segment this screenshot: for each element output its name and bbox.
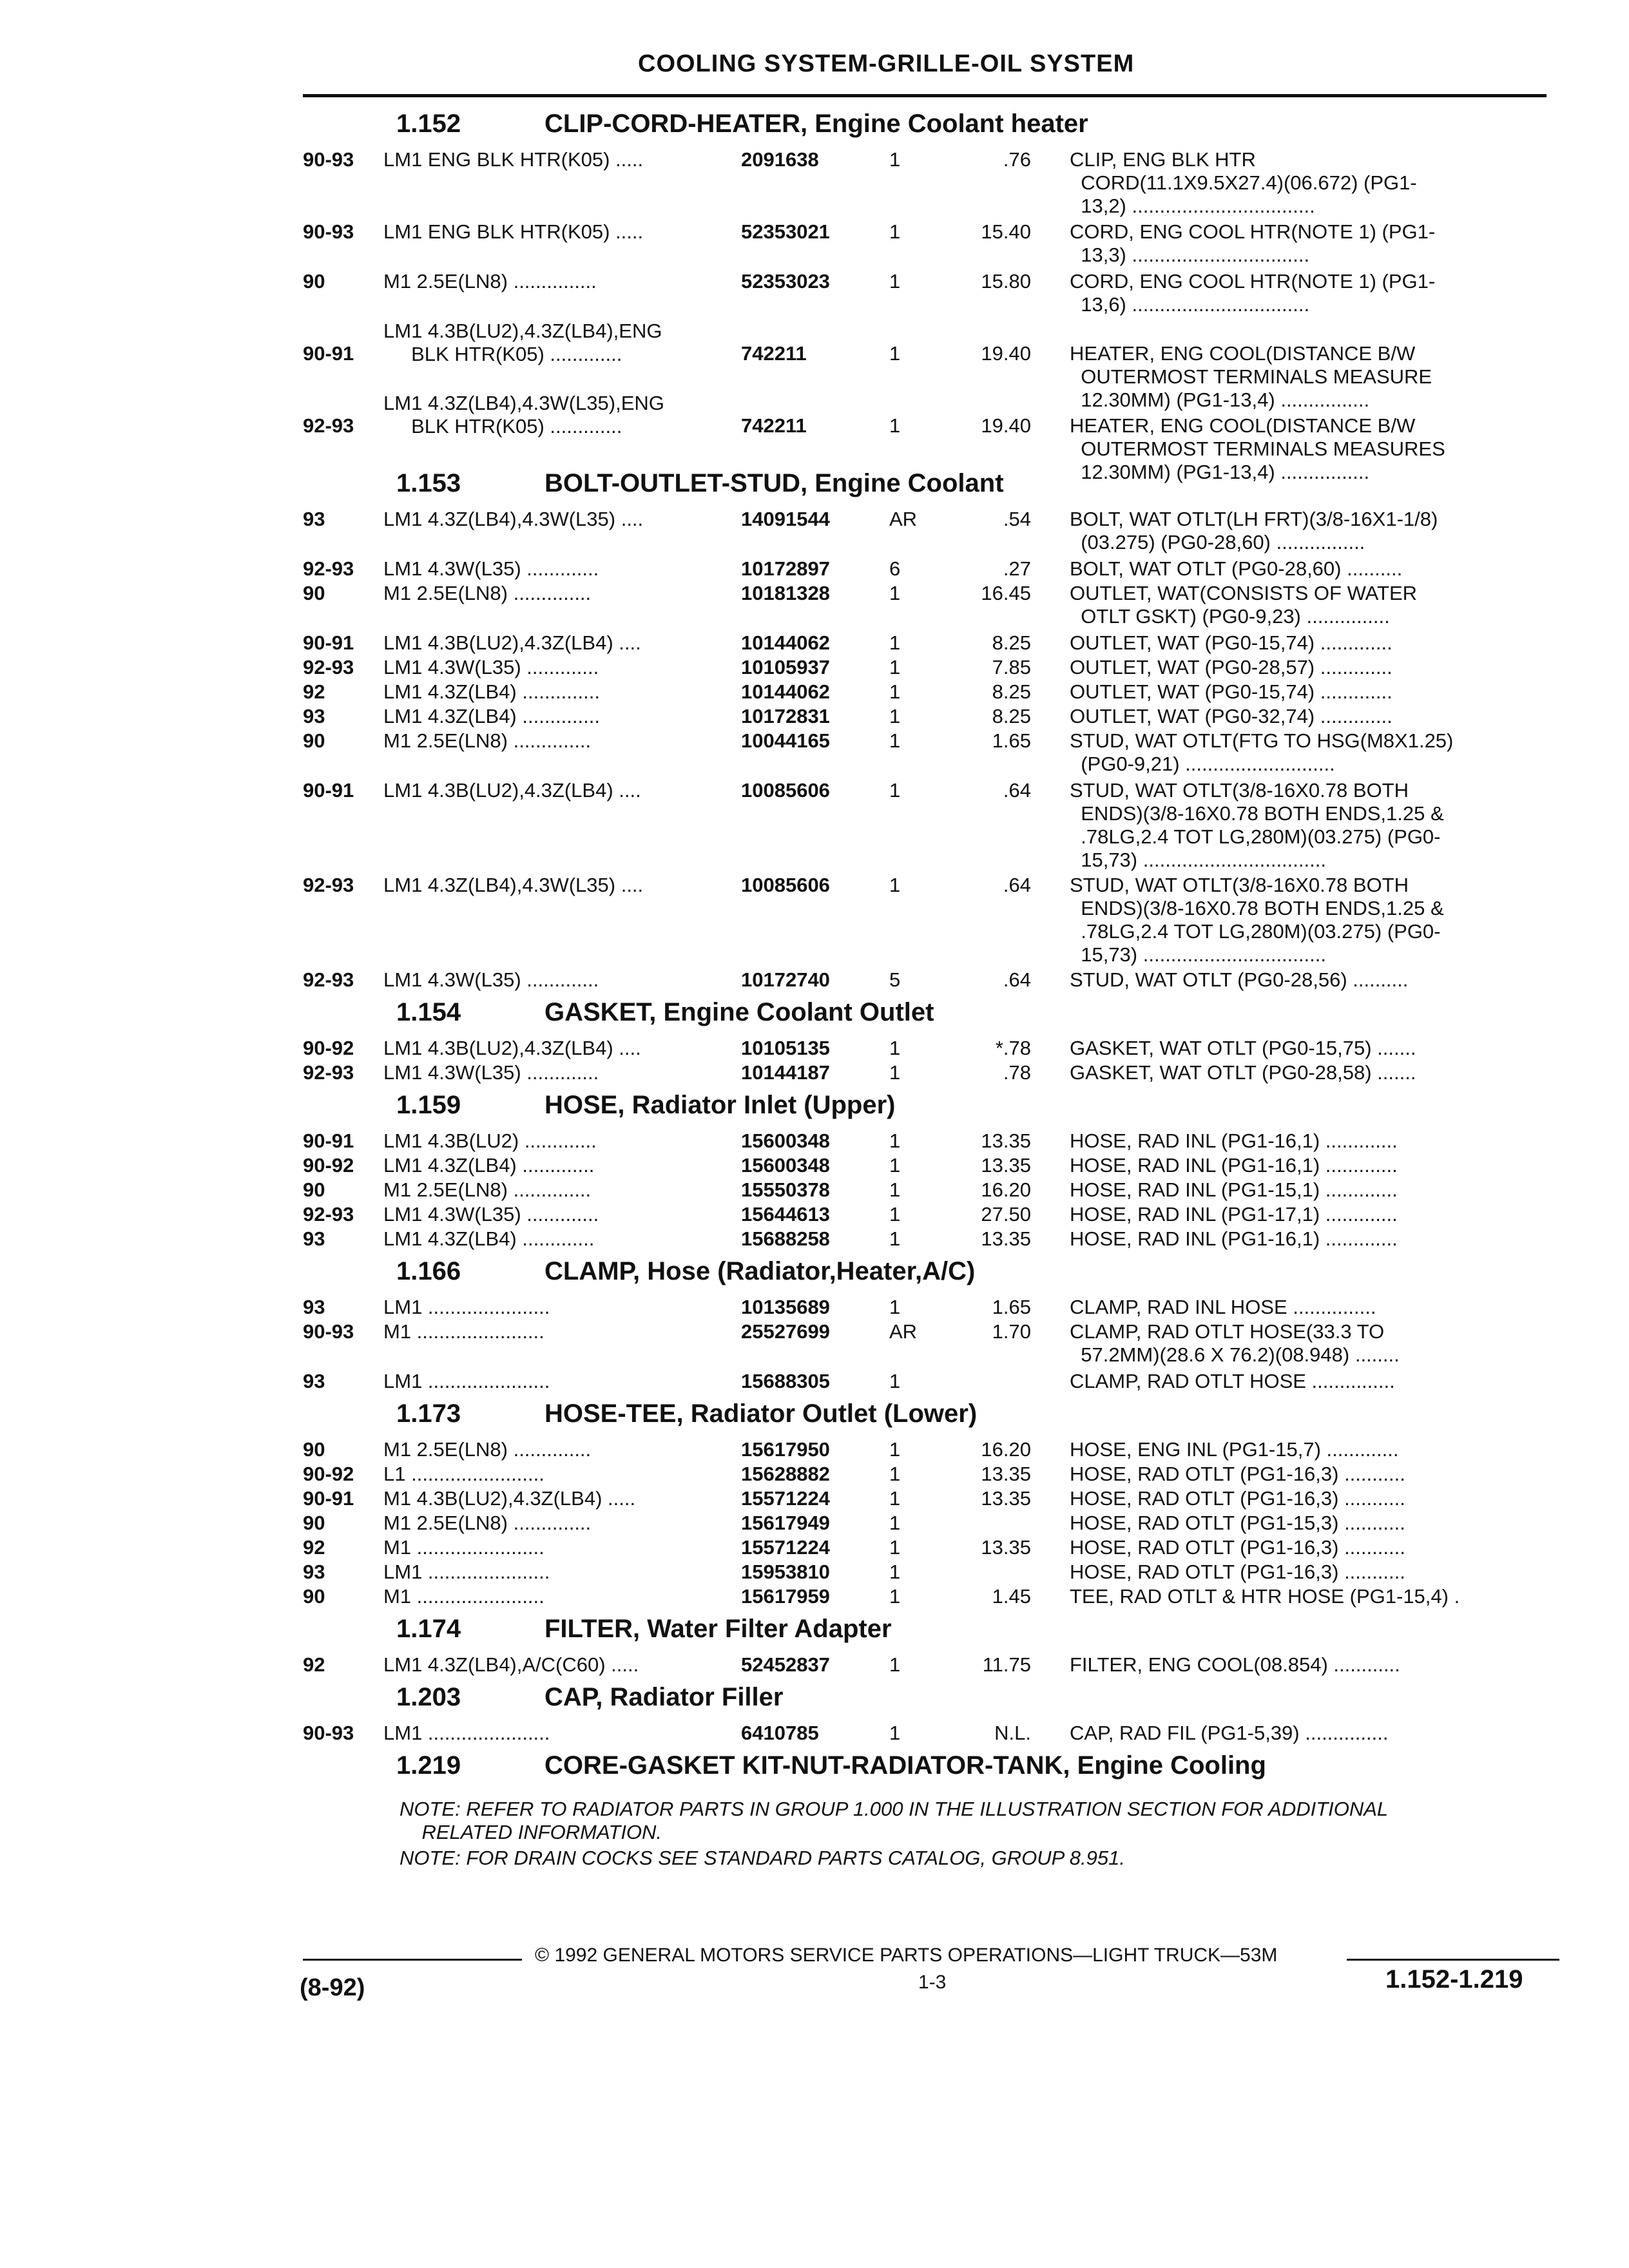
part-row bbox=[0, 1154, 1629, 1177]
part-description: HOSE, RAD INL (PG1-16,1) ............. bbox=[1070, 1227, 1398, 1250]
vehicle-model: LM1 4.3B(LU2),4.3Z(LB4) .... bbox=[383, 779, 641, 802]
model-year: 92-93 bbox=[303, 557, 354, 580]
unit-price: .78 bbox=[1003, 1061, 1031, 1084]
part-row bbox=[0, 1561, 1629, 1583]
unit-price: .27 bbox=[1003, 557, 1031, 580]
model-year: 90-91 bbox=[303, 342, 354, 365]
part-row bbox=[0, 968, 1629, 991]
quantity: 1 bbox=[889, 1296, 901, 1318]
part-description: HOSE, RAD INL (PG1-15,1) ............. bbox=[1070, 1178, 1398, 1201]
quantity: 1 bbox=[889, 1438, 901, 1461]
vehicle-model: M1 2.5E(LN8) .............. bbox=[383, 729, 592, 752]
part-row bbox=[0, 874, 1629, 964]
section-title: GASKET, Engine Coolant Outlet bbox=[545, 998, 934, 1026]
part-description: CORD, ENG COOL HTR(NOTE 1) (PG1- 13,3) ................................ bbox=[1070, 220, 1436, 266]
model-year: 90-93 bbox=[303, 1320, 354, 1343]
quantity: 1 bbox=[889, 705, 901, 727]
vehicle-model: LM1 ...................... bbox=[383, 1296, 550, 1318]
model-year: 93 bbox=[303, 1370, 325, 1392]
footer-divider-right bbox=[1347, 1959, 1559, 1961]
part-number: 742211 bbox=[741, 342, 807, 365]
quantity: 1 bbox=[889, 656, 901, 678]
vehicle-model: LM1 4.3W(L35) ............. bbox=[383, 1061, 599, 1084]
part-description: STUD, WAT OTLT(3/8-16X0.78 BOTH ENDS)(3/8-16X0.78 BOTH ENDS,1.25 & .78LG,2.4 TOT LG,280M)(03.275) (PG0- 15,73) ................................. bbox=[1070, 874, 1444, 966]
unit-price: 16.20 bbox=[981, 1438, 1031, 1461]
part-description: FILTER, ENG COOL(08.854) ............ bbox=[1070, 1653, 1400, 1676]
part-number: 10085606 bbox=[741, 779, 830, 802]
header-divider bbox=[303, 94, 1547, 97]
vehicle-model: LM1 4.3W(L35) ............. bbox=[383, 557, 599, 580]
model-year: 90 bbox=[303, 1438, 325, 1461]
part-row bbox=[0, 1536, 1629, 1559]
part-number: 14091544 bbox=[741, 508, 830, 530]
part-number: 10105937 bbox=[741, 656, 830, 678]
part-description: CLAMP, RAD OTLT HOSE ............... bbox=[1070, 1370, 1395, 1392]
vehicle-model: LM1 4.3W(L35) ............. bbox=[383, 1203, 599, 1225]
section-title: CLAMP, Hose (Radiator,Heater,A/C) bbox=[545, 1257, 976, 1285]
quantity: AR bbox=[889, 1320, 918, 1343]
part-number: 15600348 bbox=[741, 1129, 830, 1152]
part-row bbox=[0, 148, 1629, 216]
quantity: 1 bbox=[889, 1512, 901, 1534]
quantity: AR bbox=[889, 508, 918, 530]
part-row bbox=[0, 1722, 1629, 1744]
vehicle-model: LM1 4.3Z(LB4),4.3W(L35) .... bbox=[383, 508, 644, 530]
model-year: 90-92 bbox=[303, 1037, 354, 1059]
part-description: CLAMP, RAD OTLT HOSE(33.3 TO 57.2MM)(28.6 X 76.2)(08.948) ........ bbox=[1070, 1320, 1400, 1366]
part-description: TEE, RAD OTLT & HTR HOSE (PG1-15,4) . bbox=[1070, 1585, 1460, 1608]
part-number: 10044165 bbox=[741, 729, 830, 752]
vehicle-model: LM1 4.3Z(LB4) .............. bbox=[383, 680, 600, 703]
vehicle-model: LM1 4.3Z(LB4),4.3W(L35),ENG BLK HTR(K05) ............. bbox=[383, 392, 664, 437]
quantity: 1 bbox=[889, 1227, 901, 1250]
unit-price: .64 bbox=[1003, 779, 1031, 802]
part-number: 52353023 bbox=[741, 270, 830, 293]
part-description: HEATER, ENG COOL(DISTANCE B/W OUTERMOST TERMINALS MEASURES 12.30MM) (PG1-13,4) ................ bbox=[1070, 414, 1445, 483]
vehicle-model: M1 2.5E(LN8) ............... bbox=[383, 270, 597, 293]
part-description: HOSE, RAD OTLT (PG1-16,3) ........... bbox=[1070, 1487, 1405, 1510]
quantity: 1 bbox=[889, 582, 901, 604]
part-number: 15688305 bbox=[741, 1370, 830, 1392]
model-year: 90 bbox=[303, 582, 325, 604]
model-year: 90-93 bbox=[303, 220, 354, 243]
vehicle-model: LM1 4.3Z(LB4) ............. bbox=[383, 1154, 595, 1177]
model-year: 90-91 bbox=[303, 631, 354, 654]
vehicle-model: M1 ....................... bbox=[383, 1585, 545, 1608]
unit-price: 15.40 bbox=[981, 220, 1031, 243]
part-number: 742211 bbox=[741, 414, 807, 437]
quantity: 1 bbox=[889, 1463, 901, 1485]
page-header-title: COOLING SYSTEM-GRILLE-OIL SYSTEM bbox=[638, 50, 1135, 77]
model-year: 90-93 bbox=[303, 1722, 354, 1744]
part-description: HOSE, RAD OTLT (PG1-16,3) ........... bbox=[1070, 1536, 1405, 1559]
section-number: 1.153 bbox=[396, 469, 461, 497]
vehicle-model: LM1 ...................... bbox=[383, 1370, 550, 1392]
model-year: 93 bbox=[303, 1296, 325, 1318]
unit-price: 1.45 bbox=[992, 1585, 1031, 1608]
model-year: 92 bbox=[303, 1536, 325, 1559]
part-description: HOSE, RAD INL (PG1-17,1) ............. bbox=[1070, 1203, 1398, 1225]
section-number: 1.203 bbox=[396, 1683, 461, 1711]
part-row bbox=[0, 270, 1629, 315]
part-number: 15628882 bbox=[741, 1463, 830, 1485]
vehicle-model: LM1 4.3Z(LB4) ............. bbox=[383, 1227, 595, 1250]
catalog-note: NOTE: REFER TO RADIATOR PARTS IN GROUP 1.000 IN THE ILLUSTRATION SECTION FOR ADDITIONAL RELATED INFORMATION. bbox=[400, 1798, 1389, 1843]
vehicle-model: LM1 4.3B(LU2),4.3Z(LB4),ENG BLK HTR(K05) ............. bbox=[383, 320, 662, 365]
quantity: 6 bbox=[889, 557, 901, 580]
quantity: 1 bbox=[889, 1370, 901, 1392]
section-title: BOLT-OUTLET-STUD, Engine Coolant bbox=[545, 469, 1004, 497]
quantity: 1 bbox=[889, 414, 901, 437]
catalog-note: NOTE: FOR DRAIN COCKS SEE STANDARD PARTS CATALOG, GROUP 8.951. bbox=[400, 1847, 1125, 1869]
section-heading bbox=[0, 110, 1629, 148]
part-row bbox=[0, 1463, 1629, 1485]
part-row bbox=[0, 1203, 1629, 1225]
part-row bbox=[0, 705, 1629, 727]
part-description: CLIP, ENG BLK HTR CORD(11.1X9.5X27.4)(06.672) (PG1- 13,2) ................................. bbox=[1070, 148, 1417, 217]
part-row bbox=[0, 508, 1629, 553]
quantity: 1 bbox=[889, 1203, 901, 1225]
part-number: 10144062 bbox=[741, 680, 830, 703]
model-year: 92 bbox=[303, 680, 325, 703]
section-number: 1.174 bbox=[396, 1615, 461, 1643]
part-row bbox=[0, 1438, 1629, 1461]
footer-copyright: © 1992 GENERAL MOTORS SERVICE PARTS OPERATIONS—LIGHT TRUCK—53M bbox=[535, 1945, 1278, 1966]
part-row bbox=[0, 582, 1629, 627]
part-number: 15550378 bbox=[741, 1178, 830, 1201]
part-number: 10172740 bbox=[741, 968, 830, 991]
model-year: 93 bbox=[303, 508, 325, 530]
model-year: 90 bbox=[303, 729, 325, 752]
part-description: CLAMP, RAD INL HOSE ............... bbox=[1070, 1296, 1376, 1318]
part-row bbox=[0, 1178, 1629, 1201]
vehicle-model: LM1 4.3Z(LB4),4.3W(L35) .... bbox=[383, 874, 644, 896]
vehicle-model: LM1 4.3Z(LB4) .............. bbox=[383, 705, 600, 727]
section-heading bbox=[0, 998, 1629, 1037]
part-description: OUTLET, WAT (PG0-15,74) ............. bbox=[1070, 680, 1393, 703]
section-number: 1.152 bbox=[396, 110, 461, 138]
quantity: 1 bbox=[889, 1129, 901, 1152]
unit-price: .54 bbox=[1003, 508, 1031, 530]
vehicle-model: LM1 ENG BLK HTR(K05) ..... bbox=[383, 220, 644, 243]
section-title: CAP, Radiator Filler bbox=[545, 1683, 784, 1711]
unit-price: 19.40 bbox=[981, 342, 1031, 365]
model-year: 90-93 bbox=[303, 148, 354, 171]
quantity: 1 bbox=[889, 1154, 901, 1177]
vehicle-model: LM1 ...................... bbox=[383, 1561, 550, 1583]
unit-price: 1.65 bbox=[992, 1296, 1031, 1318]
part-description: OUTLET, WAT (PG0-32,74) ............. bbox=[1070, 705, 1393, 727]
part-row bbox=[0, 1061, 1629, 1084]
section-title: FILTER, Water Filter Adapter bbox=[545, 1615, 892, 1643]
quantity: 1 bbox=[889, 1536, 901, 1559]
part-row bbox=[0, 1296, 1629, 1318]
part-number: 10172831 bbox=[741, 705, 830, 727]
quantity: 1 bbox=[889, 1178, 901, 1201]
part-number: 2091638 bbox=[741, 148, 819, 171]
section-title: HOSE-TEE, Radiator Outlet (Lower) bbox=[545, 1399, 978, 1428]
vehicle-model: LM1 4.3Z(LB4),A/C(C60) ..... bbox=[383, 1653, 639, 1676]
quantity: 1 bbox=[889, 1061, 901, 1084]
unit-price: 13.35 bbox=[981, 1227, 1031, 1250]
part-description: BOLT, WAT OTLT (PG0-28,60) .......... bbox=[1070, 557, 1403, 580]
unit-price: 16.45 bbox=[981, 582, 1031, 604]
part-row bbox=[0, 1653, 1629, 1676]
vehicle-model: M1 4.3B(LU2),4.3Z(LB4) ..... bbox=[383, 1487, 636, 1510]
part-description: CAP, RAD FIL (PG1-5,39) ............... bbox=[1070, 1722, 1389, 1744]
part-description: GASKET, WAT OTLT (PG0-28,58) ....... bbox=[1070, 1061, 1416, 1084]
part-description: OUTLET, WAT(CONSISTS OF WATER OTLT GSKT) (PG0-9,23) ............... bbox=[1070, 582, 1418, 628]
vehicle-model: LM1 ENG BLK HTR(K05) ..... bbox=[383, 148, 644, 171]
quantity: 1 bbox=[889, 1037, 901, 1059]
part-number: 15953810 bbox=[741, 1561, 830, 1583]
part-row bbox=[0, 320, 1629, 411]
unit-price: 27.50 bbox=[981, 1203, 1031, 1225]
section-number: 1.154 bbox=[396, 998, 461, 1026]
section-number: 1.219 bbox=[396, 1751, 461, 1780]
vehicle-model: LM1 4.3B(LU2),4.3Z(LB4) .... bbox=[383, 631, 641, 654]
quantity: 5 bbox=[889, 968, 901, 991]
part-number: 10144187 bbox=[741, 1061, 830, 1084]
unit-price: 1.70 bbox=[992, 1320, 1031, 1343]
part-description: GASKET, WAT OTLT (PG0-15,75) ....... bbox=[1070, 1037, 1416, 1059]
unit-price: 13.35 bbox=[981, 1129, 1031, 1152]
unit-price: 13.35 bbox=[981, 1463, 1031, 1485]
vehicle-model: M1 2.5E(LN8) .............. bbox=[383, 582, 592, 604]
section-title: CORE-GASKET KIT-NUT-RADIATOR-TANK, Engine Cooling bbox=[545, 1751, 1266, 1780]
vehicle-model: LM1 4.3W(L35) ............. bbox=[383, 968, 599, 991]
part-row bbox=[0, 1512, 1629, 1534]
vehicle-model: M1 2.5E(LN8) .............. bbox=[383, 1512, 592, 1534]
part-number: 15644613 bbox=[741, 1203, 830, 1225]
model-year: 92-93 bbox=[303, 656, 354, 678]
part-description: HOSE, RAD INL (PG1-16,1) ............. bbox=[1070, 1154, 1398, 1177]
part-row bbox=[0, 1227, 1629, 1250]
section-heading bbox=[0, 469, 1629, 508]
part-description: OUTLET, WAT (PG0-15,74) ............. bbox=[1070, 631, 1393, 654]
part-description: HOSE, RAD OTLT (PG1-15,3) ........... bbox=[1070, 1512, 1405, 1534]
model-year: 90-91 bbox=[303, 1129, 354, 1152]
quantity: 1 bbox=[889, 680, 901, 703]
footer-section-range: 1.152-1.219 bbox=[1385, 1965, 1523, 1994]
part-row bbox=[0, 1320, 1629, 1365]
unit-price: .76 bbox=[1003, 148, 1031, 171]
section-heading bbox=[0, 1091, 1629, 1129]
vehicle-model: LM1 4.3B(LU2) ............. bbox=[383, 1129, 597, 1152]
part-row bbox=[0, 1585, 1629, 1608]
model-year: 92 bbox=[303, 1653, 325, 1676]
unit-price: N.L. bbox=[994, 1722, 1031, 1744]
model-year: 90-91 bbox=[303, 1487, 354, 1510]
quantity: 1 bbox=[889, 1561, 901, 1583]
part-number: 15600348 bbox=[741, 1154, 830, 1177]
model-year: 90 bbox=[303, 1178, 325, 1201]
quantity: 1 bbox=[889, 729, 901, 752]
part-row bbox=[0, 680, 1629, 703]
model-year: 90 bbox=[303, 1512, 325, 1534]
part-row bbox=[0, 220, 1629, 265]
part-row bbox=[0, 631, 1629, 654]
vehicle-model: LM1 4.3W(L35) ............. bbox=[383, 656, 599, 678]
unit-price: 15.80 bbox=[981, 270, 1031, 293]
unit-price: *.78 bbox=[995, 1037, 1031, 1059]
model-year: 92-93 bbox=[303, 968, 354, 991]
section-title: CLIP-CORD-HEATER, Engine Coolant heater bbox=[545, 110, 1088, 138]
model-year: 90-92 bbox=[303, 1154, 354, 1177]
part-number: 10181328 bbox=[741, 582, 830, 604]
part-row bbox=[0, 1129, 1629, 1152]
unit-price: .64 bbox=[1003, 968, 1031, 991]
model-year: 90-92 bbox=[303, 1463, 354, 1485]
model-year: 90-91 bbox=[303, 779, 354, 802]
unit-price: 8.25 bbox=[992, 705, 1031, 727]
part-number: 15617950 bbox=[741, 1438, 830, 1461]
quantity: 1 bbox=[889, 220, 901, 243]
section-number: 1.159 bbox=[396, 1091, 461, 1119]
part-description: STUD, WAT OTLT (PG0-28,56) .......... bbox=[1070, 968, 1409, 991]
unit-price: 16.20 bbox=[981, 1178, 1031, 1201]
section-heading bbox=[0, 1257, 1629, 1296]
quantity: 1 bbox=[889, 148, 901, 171]
part-number: 10144062 bbox=[741, 631, 830, 654]
part-description: HOSE, RAD OTLT (PG1-16,3) ........... bbox=[1070, 1561, 1405, 1583]
part-description: STUD, WAT OTLT(3/8-16X0.78 BOTH ENDS)(3/8-16X0.78 BOTH ENDS,1.25 & .78LG,2.4 TOT LG,280M)(03.275) (PG0- 15,73) ................................. bbox=[1070, 779, 1444, 871]
vehicle-model: M1 ....................... bbox=[383, 1320, 545, 1343]
quantity: 1 bbox=[889, 631, 901, 654]
model-year: 93 bbox=[303, 1227, 325, 1250]
part-number: 15617949 bbox=[741, 1512, 830, 1534]
unit-price: 13.35 bbox=[981, 1536, 1031, 1559]
part-description: HOSE, ENG INL (PG1-15,7) ............. bbox=[1070, 1438, 1399, 1461]
vehicle-model: M1 2.5E(LN8) .............. bbox=[383, 1438, 592, 1461]
part-row bbox=[0, 1487, 1629, 1510]
part-row bbox=[0, 1037, 1629, 1059]
unit-price: 19.40 bbox=[981, 414, 1031, 437]
model-year: 92-93 bbox=[303, 1061, 354, 1084]
part-number: 25527699 bbox=[741, 1320, 830, 1343]
vehicle-model: LM1 4.3B(LU2),4.3Z(LB4) .... bbox=[383, 1037, 641, 1059]
part-description: HOSE, RAD INL (PG1-16,1) ............. bbox=[1070, 1129, 1398, 1152]
unit-price: 7.85 bbox=[992, 656, 1031, 678]
quantity: 1 bbox=[889, 1722, 901, 1744]
part-number: 52353021 bbox=[741, 220, 830, 243]
section-title: HOSE, Radiator Inlet (Upper) bbox=[545, 1091, 896, 1119]
section-heading bbox=[0, 1615, 1629, 1653]
unit-price: 11.75 bbox=[982, 1653, 1031, 1676]
unit-price: 13.35 bbox=[981, 1487, 1031, 1510]
part-number: 15688258 bbox=[741, 1227, 830, 1250]
part-number: 10172897 bbox=[741, 557, 830, 580]
section-number: 1.166 bbox=[396, 1257, 461, 1285]
quantity: 1 bbox=[889, 1585, 901, 1608]
unit-price: 1.65 bbox=[992, 729, 1031, 752]
model-year: 92-93 bbox=[303, 1203, 354, 1225]
quantity: 1 bbox=[889, 1653, 901, 1676]
model-year: 90 bbox=[303, 1585, 325, 1608]
quantity: 1 bbox=[889, 874, 901, 896]
part-number: 15617959 bbox=[741, 1585, 830, 1608]
part-row bbox=[0, 557, 1629, 580]
vehicle-model: LM1 ...................... bbox=[383, 1722, 550, 1744]
model-year: 93 bbox=[303, 1561, 325, 1583]
unit-price: .64 bbox=[1003, 874, 1031, 896]
vehicle-model: L1 ........................ bbox=[383, 1463, 545, 1485]
part-number: 6410785 bbox=[741, 1722, 819, 1744]
footer-revision-date: (8-92) bbox=[300, 1974, 365, 2001]
part-description: CORD, ENG COOL HTR(NOTE 1) (PG1- 13,6) ................................ bbox=[1070, 270, 1436, 316]
vehicle-model: M1 ....................... bbox=[383, 1536, 545, 1559]
quantity: 1 bbox=[889, 779, 901, 802]
quantity: 1 bbox=[889, 342, 901, 365]
part-description: HOSE, RAD OTLT (PG1-16,3) ........... bbox=[1070, 1463, 1405, 1485]
model-year: 93 bbox=[303, 705, 325, 727]
part-number: 52452837 bbox=[741, 1653, 830, 1676]
unit-price: 13.35 bbox=[981, 1154, 1031, 1177]
unit-price: 8.25 bbox=[992, 680, 1031, 703]
part-row bbox=[0, 779, 1629, 869]
model-year: 92-93 bbox=[303, 414, 354, 437]
part-description: BOLT, WAT OTLT(LH FRT)(3/8-16X1-1/8) (03.275) (PG0-28,60) ................ bbox=[1070, 508, 1438, 553]
part-description: STUD, WAT OTLT(FTG TO HSG(M8X1.25) (PG0-9,21) ........................... bbox=[1070, 729, 1454, 775]
part-row bbox=[0, 656, 1629, 678]
model-year: 90 bbox=[303, 270, 325, 293]
part-row bbox=[0, 1370, 1629, 1392]
section-heading bbox=[0, 1399, 1629, 1438]
section-heading bbox=[0, 1683, 1629, 1722]
part-number: 10105135 bbox=[741, 1037, 830, 1059]
footer-page-number: 1-3 bbox=[918, 1972, 947, 1993]
part-number: 15571224 bbox=[741, 1487, 830, 1510]
quantity: 1 bbox=[889, 1487, 901, 1510]
footer-divider-left bbox=[303, 1959, 522, 1961]
part-description: OUTLET, WAT (PG0-28,57) ............. bbox=[1070, 656, 1393, 678]
vehicle-model: M1 2.5E(LN8) .............. bbox=[383, 1178, 592, 1201]
section-number: 1.173 bbox=[396, 1399, 461, 1428]
part-number: 10085606 bbox=[741, 874, 830, 896]
unit-price: 8.25 bbox=[992, 631, 1031, 654]
part-description: HEATER, ENG COOL(DISTANCE B/W OUTERMOST TERMINALS MEASURE 12.30MM) (PG1-13,4) ................ bbox=[1070, 342, 1432, 411]
part-number: 10135689 bbox=[741, 1296, 830, 1318]
model-year: 92-93 bbox=[303, 874, 354, 896]
part-row bbox=[0, 729, 1629, 774]
quantity: 1 bbox=[889, 270, 901, 293]
section-heading bbox=[0, 1751, 1629, 1790]
part-number: 15571224 bbox=[741, 1536, 830, 1559]
